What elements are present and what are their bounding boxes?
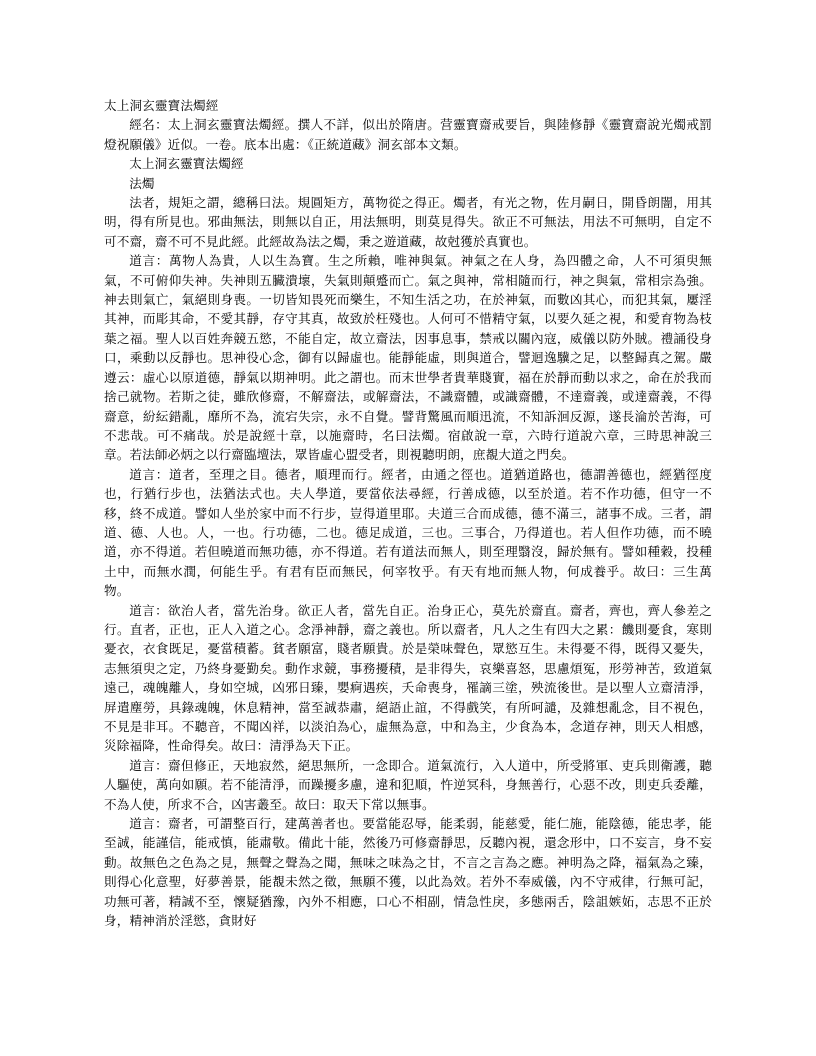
paragraph-daoyan-2: 道言：道者，至理之目。德者，順理而行。經者，由通之徑也。道猶道路也，德謂善德也，經猶徑度也，行猶行步也，法猶法式也。夫人學道，要當依法尋經，行善成德，以至於道。若不作功德，但守一不移，終不成道。譬如人坐於家中而不行步，豈得道里耶。夫道三合而成德，德不滿三，諸事不成。三者，謂道、德、人也。人，一也。行功德，二也。德足成道，三也。三事合，乃得道也。若人但作功德，而不曉道，亦不得道。若但曉道而無功德，亦不得道。若有道法而無人，則至理翳沒，歸於無有。譬如種穀，投種土中，而無水潤，何能生乎。有君有臣而無民，何宰牧乎。有天有地而無人物，何成養乎。故曰：三生萬物。	[104, 466, 712, 599]
bibliographic-note: 經名：太上洞玄靈寶法燭經。撰人不詳，似出於隋唐。营靈寶齋戒要旨，與陸修靜《靈寶齋說光燭戒罰燈祝願儀》近似。一卷。底本出處：《正統道藏》洞玄部本文類。	[104, 117, 712, 152]
scripture-title: 太上洞玄靈寶法燭經	[129, 156, 244, 172]
document-title: 太上洞玄靈寶法燭經	[104, 98, 219, 113]
paragraph-fazhu-definition: 法者，規矩之謂，總稱曰法。規圓矩方，萬物從之得正。燭者，有光之物，佐月嗣日，開昏朗闇，用其明，得有所見也。邪曲無法，則無以自正，用法無明，則莫見得失。欲正不可無法，用法不可無明，自定不可不齋，齋不可不見此經。此經故為法之燭，秉之遊道藏，故尅獲於真實也。	[104, 195, 712, 249]
paragraph-daoyan-1: 道言：萬物人為貴，人以生為寶。生之所賴，唯神與氣。神氣之在人身，為四體之命，人不可須臾無氣，不可俯仰失神。失神則五臟潰壞，失氣則顛蹙而亡。氣之與神，常相隨而行，神之與氣，常相宗為強。神去則氣亡，氣絕則身喪。一切皆知畏死而樂生，不知生活之功，在於神氣，而數凶其心，而犯其氣，屢淫其神，而彫其命，不愛其靜，存守其真，故致於枉殘也。人何可不惜精守氣，以要久延之視，和愛育物為枝葉之福。聖人以百姓奔競五慾，不能自定，故立齋法，因事息事，禁戒以關內寇，威儀以防外賊。禮誦役身口，乘動以反靜也。思神役心念，御有以歸虛也。能靜能虛，則與道合，譬迴逸驥之足，以整歸真之駕。嚴遵云：虛心以原道德，靜氣以期神明。此之謂也。而末世學者貴華賤實，福在於靜而動以求之，命在於我而捨己就物。若斯之徒，雖欣修齋，不解齋法，或解齋法，不識齋體，或識齋體，不達齋義，或達齋義，不得齋意，紛紜錯亂，靡所不為，流宕失宗，永不自覺。譬背驚風而順迅流，不知訴洄反源，遂長淪於苦海，可不悲哉。可不痛哉。於是說經十章，以施齋時，名曰法燭。宿啟說一章，六時行道說六章，三時思神說三章。若法師必炳之以行齋臨壇法，眾皆虛心盟受者，則視聽明朗，庶覩大道之門矣。	[104, 253, 712, 463]
paragraph-daoyan-5: 道言：齋者，可謂整百行，建萬善者也。要當能忍辱，能柔弱，能慈愛，能仁施，能陰德，能忠孝，能至誠，能謹信，能戒慎，能肅敬。備此十能，然後乃可修齋靜思，反聽內視，還念形中，口不妄言，身不妄動。故無色之色為之見，無聲之聲為之聞，無味之味為之甘，不言之言為之應。神明為之降，福氣為之臻，則得心化意聖，好夢善景，能覩未然之徵，無願不獲，以此為效。若外不奉威儀，內不守戒律，行無可記，功無可著，精誠不至，懷疑猶豫，內外不相應，口心不相副，情急性戾，多態兩舌，陰詛嫉妬，志思不正於身，精神消於淫慾，貪財好	[104, 816, 712, 929]
document-text-body	[104, 96, 712, 930]
chapter-title-fazhu: 法燭	[129, 175, 155, 191]
paragraph-daoyan-4: 道言：齋但修正，天地寂然，絕思無所，一念即合。道氣流行，入人道中，所受將軍、吏兵則衛護，聽人驅使，萬向如願。若不能清淨，而躁擾多慮，違和犯順，忤逆冥科，身無善行，心惡不改，則吏兵委離，不為人使，所求不合，凶害叢至。故曰：取天下常以無事。	[104, 757, 712, 812]
paragraph-daoyan-3: 道言：欲治人者，當先治身。欲正人者，當先自正。治身正心，莫先於齋直。齋者，齊也，齊人參差之行。直者，正也，正人入道之心。念淨神靜，齋之義也。所以齋者，凡人之生有四大之累：饑則憂食，寒則憂衣，衣食既足，憂當積蓄。貧者願富，賤者願貴。於是榮味聲色，眾慾互生。未得憂不得，既得又憂失，志無須臾之定，乃終身憂勤矣。動作求競，事務擾積，是非得失，哀樂喜怒，思慮煩冤，形勞神苦，致道氣遠己，魂魄離人，身如空城，凶邪日臻，嬰痾遇疾，夭命喪身，罹謫三塗，殃流後世。是以聖人立齋清淨，屏遣塵勞，具錄魂魄，休息精神，當至誠恭肅，絕語止誼，不得戲笑，有所呵譴，及雜想亂念，目不視色，不見是非耳。不聽音，不聞凶祥，以淡泊為心，虛無為意，中和為主，少食為本，念道存神，則天人相感，災除福降，性命得矣。故曰：清淨為天下正。	[104, 602, 712, 754]
